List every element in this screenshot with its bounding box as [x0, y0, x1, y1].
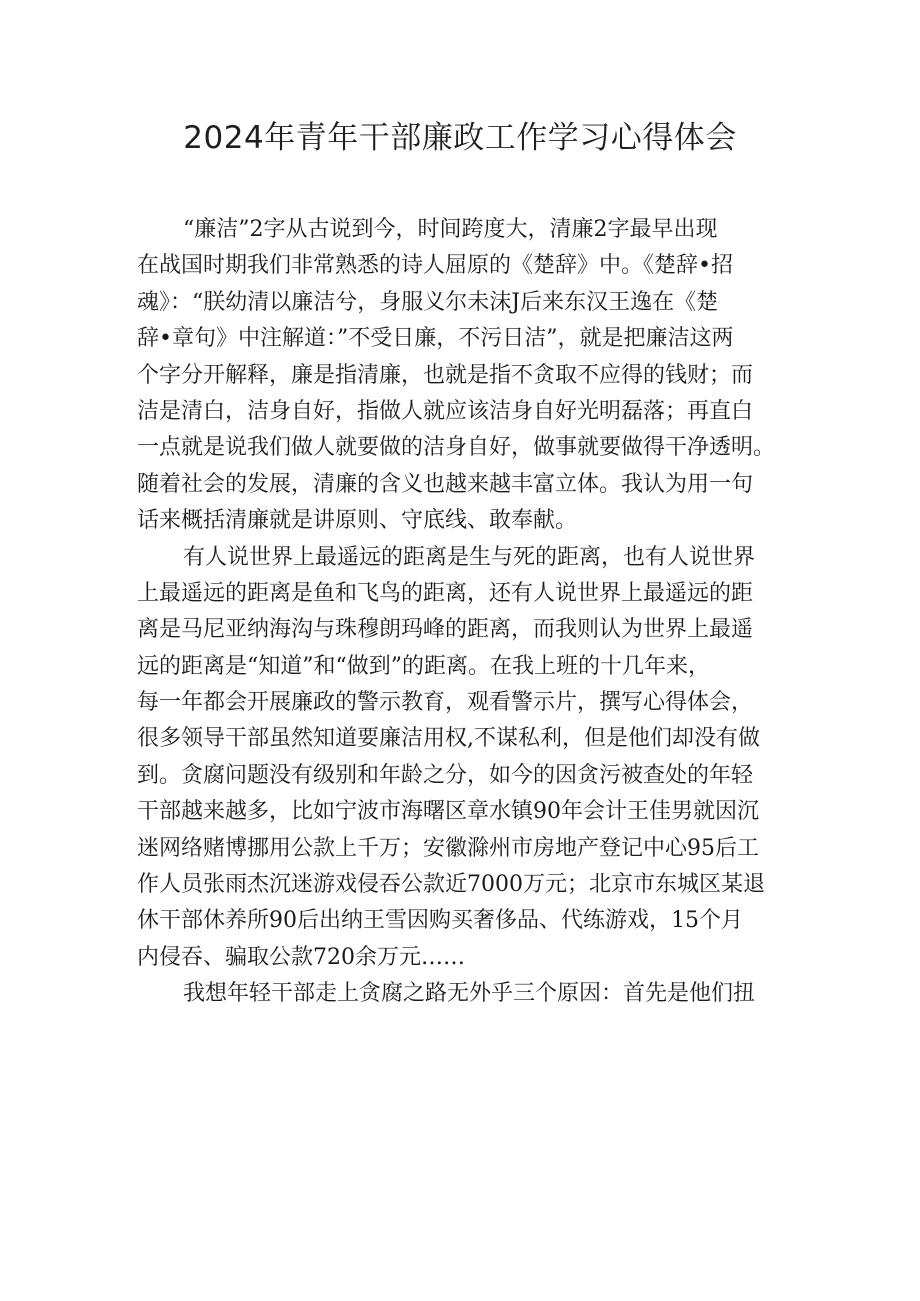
body-line: 洁是清白，洁身自好，指做人就应该洁身自好光明磊落；再直白: [137, 398, 754, 424]
body-line: “廉洁”2字从古说到今，时间跨度大，清廉2字最早出现: [183, 217, 718, 242]
body-line: 话来概括清廉就是讲原则、守底线、敢奉献。: [137, 508, 578, 534]
body-line: 休干部休养所90后出纳王雪因购买奢侈品、代练游戏，15个月: [137, 908, 743, 934]
body-line: 一点就是说我们做人就要做的洁身自好，做事就要做得干净透明。: [137, 435, 776, 461]
body-line: 随着社会的发展，清廉的含义也越来越丰富立体。我认为用一句: [137, 471, 754, 497]
body-line: 远的距离是“知道”和“做到”的距离。在我上班的十几年来，: [137, 653, 710, 679]
body-line: 干部越来越多，比如宁波市海曙区章水镇90年会计王佳男就因沉: [137, 799, 759, 825]
body-line: 很多领导干部虽然知道要廉洁用权,不谋私利，但是他们却没有做: [137, 726, 760, 752]
body-line: 上最遥远的距离是鱼和飞鸟的距离，还有人说世界上最遥远的距: [137, 580, 754, 606]
body-line: 魂》：“朕幼清以廉洁兮，身服义尔未沫J后来东汉王逸在《楚: [137, 289, 719, 315]
document-body: [137, 212, 797, 1013]
body-line: 每一年都会开展廉政的警示教育，观看警示片，撰写心得体会，: [137, 690, 754, 716]
body-line: 我想年轻干部走上贪腐之路无外乎三个原因：首先是他们扭: [183, 981, 756, 1007]
body-line: 作人员张雨杰沉迷游戏侵吞公款近7000万元；北京市东城区某退: [137, 872, 765, 898]
body-line: 辞•章句》中注解道：”不受日廉，不污日洁”，就是把廉洁这两: [137, 326, 734, 352]
body-line: 离是马尼亚纳海沟与珠穆朗玛峰的距离，而我则认为世界上最遥: [137, 617, 754, 643]
body-line: 内侵吞、骗取公款720余万元……: [137, 944, 465, 970]
body-line: 个字分开解释，廉是指清廉，也就是指不贪取不应得的钱财；而: [137, 362, 754, 388]
document-title: 2024年青年干部廉政工作学习心得体会: [183, 120, 737, 156]
body-line: 到。贪腐问题没有级别和年龄之分，如今的因贪污被查处的年轻: [137, 762, 754, 788]
body-line: 在战国时期我们非常熟悉的诗人屈原的《楚辞》中。《楚辞•招: [137, 253, 733, 279]
body-line: 有人说世界上最遥远的距离是生与死的距离，也有人说世界: [183, 544, 756, 570]
body-line: 迷网络赌博挪用公款上千万；安徽滁州市房地产登记中心95后工: [137, 835, 759, 861]
